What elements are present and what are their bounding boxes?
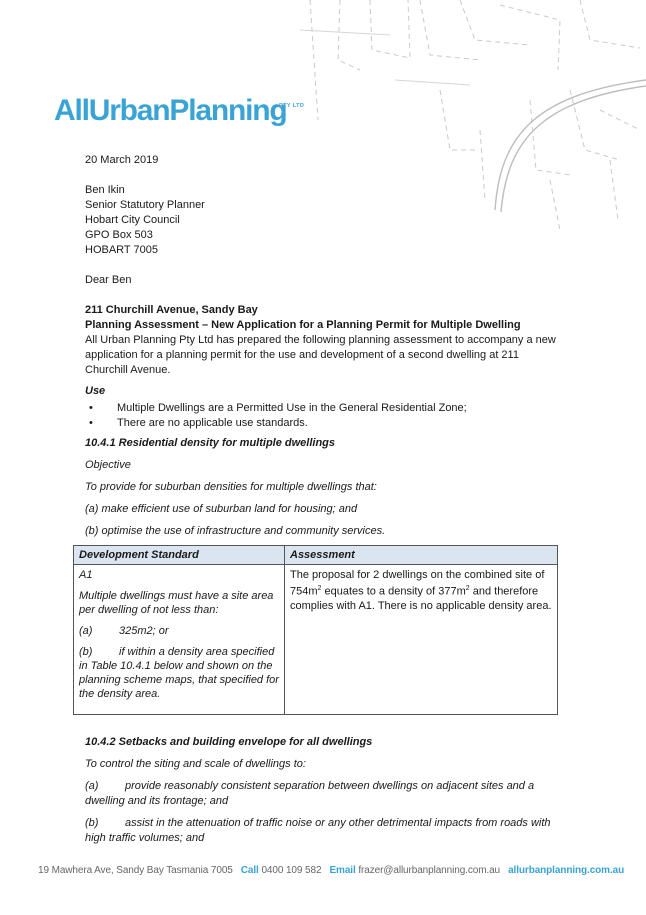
recipient-line: HOBART 7005 [85,244,158,256]
use-heading: Use [85,385,106,397]
standard-a1: A1 [79,569,93,581]
s2-a-label: (a) [85,780,99,792]
section2-intro: To control the siting and scale of dwellings to: [85,758,306,770]
list-item: • There are no applicable use standards. [85,416,560,431]
s2-a-text: provide reasonably consistent separation between dwellings on adjacent sites and a dwelling and its frontage; and [85,780,535,807]
footer-phone[interactable]: 0400 109 582 [261,865,322,876]
development-standard-table [73,545,558,715]
recipient-line: Hobart City Council [85,214,180,226]
list-item: • Multiple Dwellings are a Permitted Use in the General Residential Zone; [85,401,560,416]
item-b-text: if within a density area specified in Table 10.4.1 below and shown on the planning scheme maps, that specified for the density area. [79,646,279,700]
recipient-address [85,183,560,258]
footer-address: 19 Mawhera Ave, Sandy Bay Tasmania 7005 [38,865,233,876]
standard-cell [74,565,285,715]
section-heading-10-4-1: 10.4.1 Residential density for multiple dwellings [85,437,336,449]
section-heading-10-4-2: 10.4.2 Setbacks and building envelope for all dwellings [85,736,373,748]
recipient-line: Senior Statutory Planner [85,199,205,211]
footer-email-link[interactable]: frazer@allurbanplanning.com.au [358,865,501,876]
salutation: Dear Ben [85,274,132,286]
item-a-text: 325m2; or [119,625,169,637]
page-footer [38,865,624,876]
objective-a: (a) make efficient use of suburban land for housing; and [85,503,358,515]
objective-b: (b) optimise the use of infrastructure and community services. [85,525,386,537]
superscript-2: 2 [317,585,322,592]
use-bullet-list [85,401,560,431]
intro-paragraph: All Urban Planning Pty Ltd has prepared the following planning assessment to accompany a new application for a planning permit for the use and development of a second dwelling at 211 Churchill Avenue. [85,334,556,376]
company-logo: AllUrbanPlanning [54,94,287,127]
section2-item-a [85,779,560,809]
assessment-text-3: and therefore complies with A1. There is no applicable density area. [290,585,552,612]
assessment-cell [285,565,558,715]
company-logo-suffix: PTY LTD [279,103,305,109]
recipient-line: GPO Box 503 [85,229,153,241]
superscript-2: 2 [465,585,470,592]
standard-item-a [79,624,279,638]
standard-a1-text: Multiple dwellings must have a site area per dwelling of not less than: [79,590,274,616]
section2-item-b [85,816,560,846]
item-a-label: (a) [79,625,93,637]
objective-intro: To provide for suburban densities for multiple dwellings that: [85,481,377,493]
subject-line-1: 211 Churchill Avenue, Sandy Bay [85,304,258,316]
standard-item-b [79,645,279,701]
footer-call-label: Call [240,865,259,876]
footer-email-label: Email [329,865,356,876]
table-row [74,565,558,715]
s2-b-text: assist in the attenuation of traffic noise or any other detrimental impacts from roads with high traffic volumes; and [85,817,551,844]
assessment-text-1: The proposal for 2 dwellings on the combined site of 754m [290,569,545,598]
recipient-line: Ben Ikin [85,184,125,196]
item-b-label: (b) [79,646,93,658]
subject-line-2: Planning Assessment – New Application for a Planning Permit for Multiple Dwelling [85,319,521,331]
objective-label: Objective [85,459,131,471]
letter-date: 20 March 2019 [85,154,159,166]
assessment-text-2: equates to a density of 377m [321,585,466,598]
s2-b-label: (b) [85,817,99,829]
table-header-assessment: Assessment [285,546,558,565]
letter-body [79,153,560,846]
footer-website-link[interactable]: allurbanplanning.com.au [508,865,625,876]
table-header-standard: Development Standard [74,546,285,565]
